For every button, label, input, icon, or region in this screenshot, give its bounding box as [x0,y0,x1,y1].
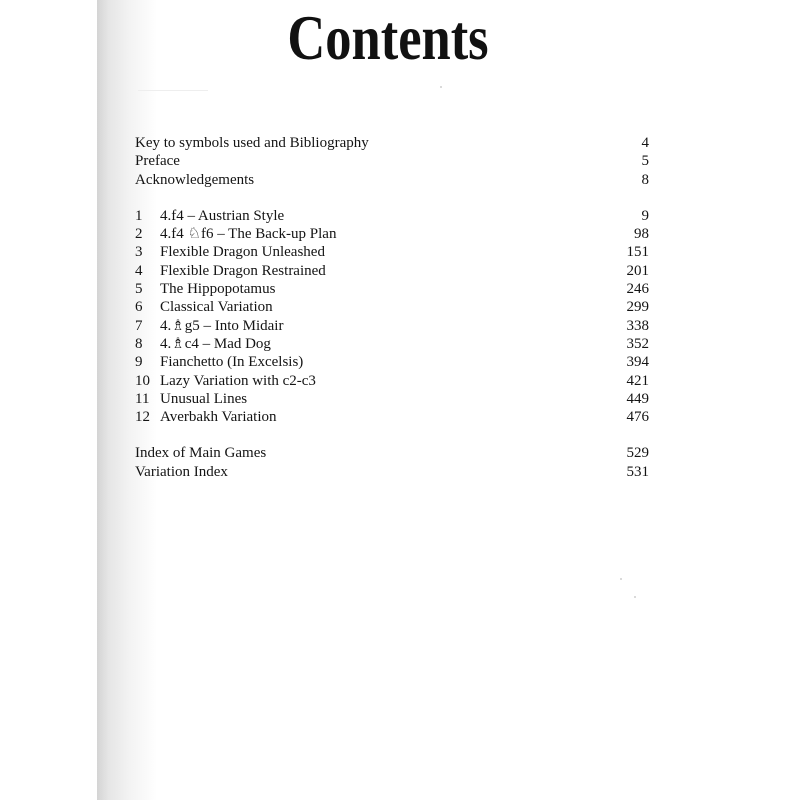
toc-entry-label: Acknowledgements [135,171,255,188]
toc-row-chapter-7 [135,317,649,335]
chapters-section [135,207,649,427]
toc-entry-page: 246 [626,281,649,298]
paper-speck [634,596,636,598]
toc-entry-page: 352 [626,335,649,352]
toc-entry-page: 151 [626,244,649,261]
toc-entry-page: 9 [641,207,649,224]
toc-entry-label: Key to symbols used and Bibliography [135,135,369,151]
toc-row-chapter-2 [135,225,649,243]
toc-row-chapter-10 [135,372,649,390]
toc-entry-label: Variation Index [135,463,228,480]
toc-entry-label: Fianchetto (In Excelsis) [160,354,304,371]
bleed-through-rule [138,90,208,91]
toc-entry-label: 4.♗c4 – Mad Dog [160,335,271,352]
toc-entry-label: Index of Main Games [135,445,267,462]
toc-entry-page: 529 [626,445,649,462]
toc-row-chapter-12 [135,408,649,426]
back-matter-section [135,444,649,481]
toc-entry-label: Flexible Dragon Restrained [160,262,326,279]
toc-entry-page: 299 [626,299,649,316]
toc-entry-page: 394 [626,354,649,371]
toc-row-chapter-3 [135,243,649,261]
table-of-contents [135,134,649,481]
toc-entry-label: Classical Variation [160,299,273,316]
toc-row-variation-index [135,463,649,481]
chapter-number: 9 [135,354,143,371]
chapter-number: 3 [135,244,143,261]
chapter-number: 5 [135,281,143,298]
toc-row-chapter-8 [135,335,649,353]
toc-entry-page: 201 [626,262,649,279]
chapter-number: 7 [135,317,143,334]
toc-entry-label: 4.f4 – Austrian Style [160,207,285,224]
paper-speck [620,578,622,580]
toc-entry-label: The Hippopotamus [160,281,276,298]
toc-entry-page: 531 [626,463,649,480]
toc-entry-page: 5 [641,153,649,170]
toc-entry-page: 421 [626,372,649,389]
chapter-number: 11 [135,390,150,407]
chapter-number: 2 [135,226,143,243]
left-margin [0,0,97,800]
page-title: Contents [287,2,489,73]
section-gap [135,426,649,444]
toc-entry-page: 338 [626,317,649,334]
toc-entry-label: Averbakh Variation [160,409,277,426]
chapter-number: 10 [135,372,150,389]
toc-entry-label: 4.f4 ♘f6 – The Back-up Plan [160,226,337,243]
toc-entry-page: 476 [626,409,649,426]
paper-speck [440,86,442,88]
chapter-number: 12 [135,409,150,426]
toc-entry-label: Flexible Dragon Unleashed [160,244,325,261]
toc-entry-label: 4.♗g5 – Into Midair [160,317,284,334]
toc-row-acknowledgements [135,171,649,189]
toc-entry-page: 4 [641,135,649,151]
toc-row-key-to-symbols [135,134,649,152]
toc-entry-label: Lazy Variation with c2-c3 [160,372,316,389]
toc-row-chapter-11 [135,390,649,408]
chapter-number: 6 [135,299,143,316]
toc-entry-label: Unusual Lines [160,390,248,407]
chapter-number: 4 [135,262,143,279]
toc-row-index-of-main-games [135,444,649,462]
toc-row-preface [135,152,649,170]
toc-row-chapter-4 [135,262,649,280]
toc-row-chapter-6 [135,298,649,316]
section-gap [135,189,649,207]
toc-entry-label: Preface [135,153,180,170]
chapter-number: 1 [135,207,143,224]
front-matter-section [135,134,649,189]
toc-entry-page: 98 [634,226,649,243]
toc-entry-page: 8 [641,171,649,188]
toc-row-chapter-9 [135,353,649,371]
toc-row-chapter-5 [135,280,649,298]
toc-row-chapter-1 [135,207,649,225]
toc-entry-page: 449 [626,390,649,407]
chapter-number: 8 [135,335,143,352]
